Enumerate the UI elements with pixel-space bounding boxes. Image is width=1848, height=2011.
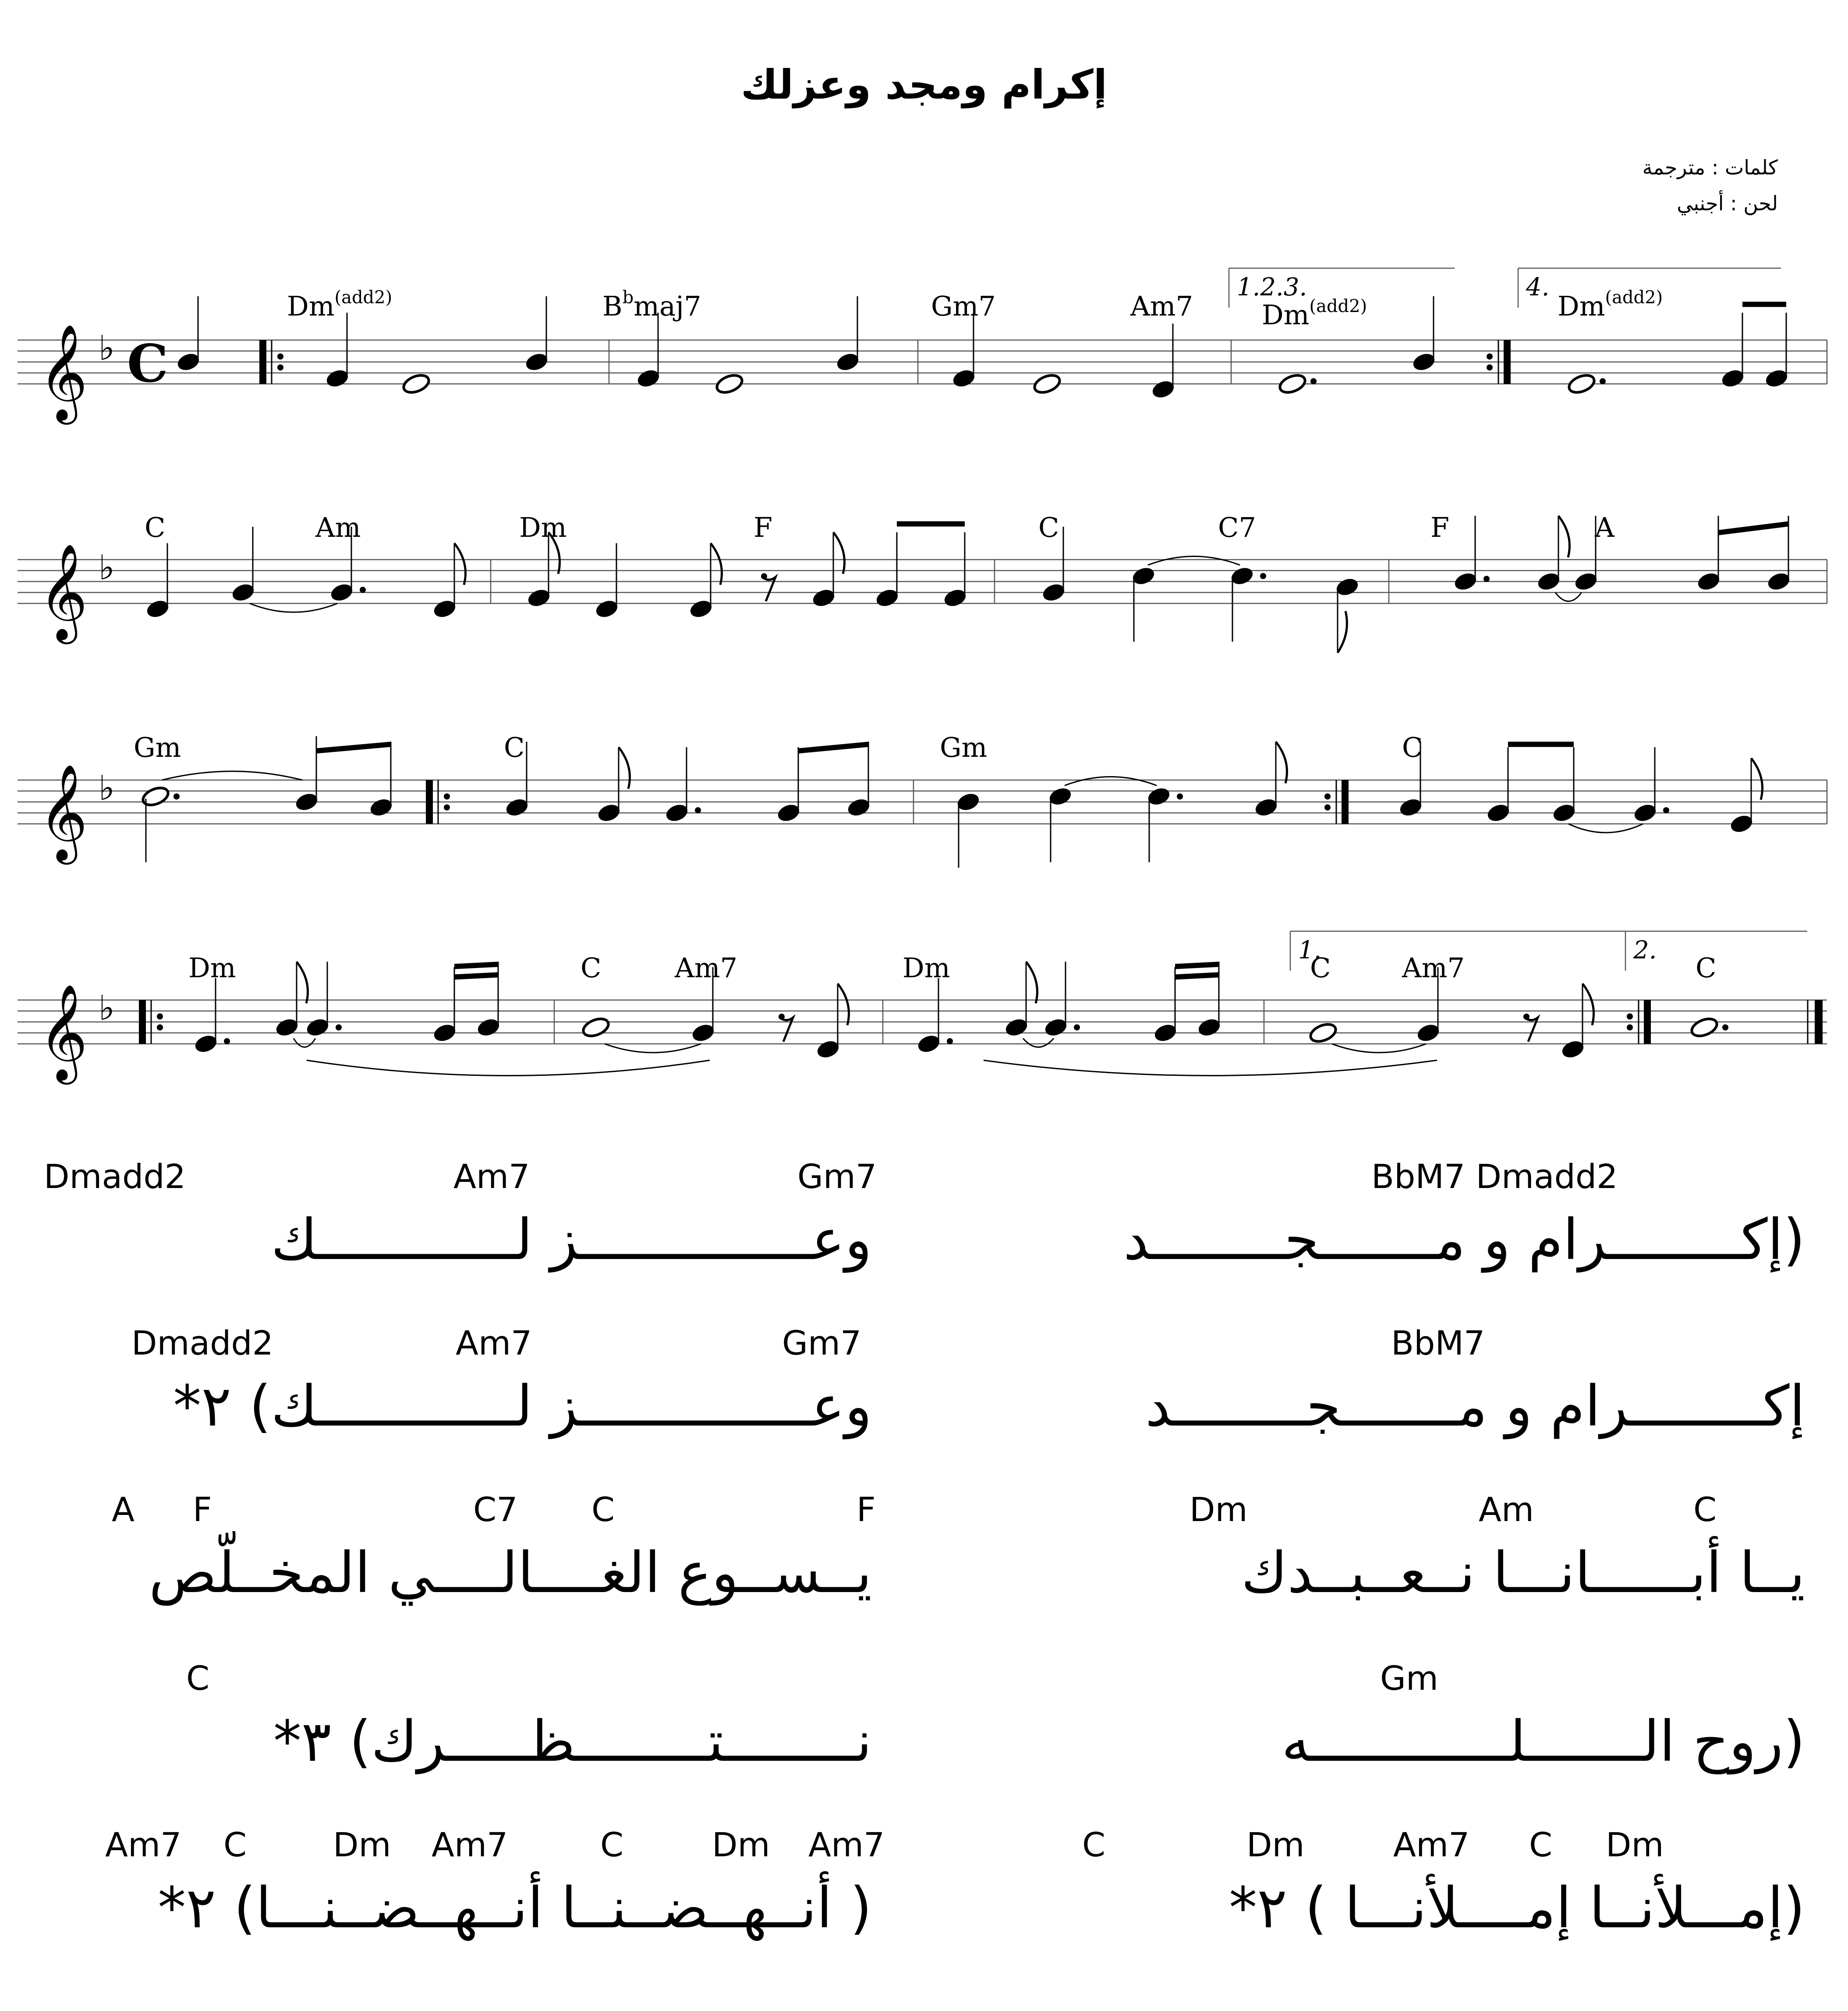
beam xyxy=(1175,962,1219,969)
note-flag xyxy=(1276,742,1287,784)
lyric-chord: F xyxy=(857,1490,876,1529)
augmentation-dot xyxy=(1483,576,1490,582)
lyric-chord: Dmadd2 xyxy=(44,1157,186,1196)
lyric-chord: C xyxy=(1693,1490,1717,1529)
beam xyxy=(1718,521,1788,536)
staff-lines xyxy=(18,340,1827,1044)
chord-symbol: F xyxy=(754,511,773,543)
note-head xyxy=(689,599,713,620)
lyric-chord: C xyxy=(1082,1825,1106,1864)
lyric-chord: C xyxy=(223,1825,247,1864)
note-head xyxy=(1633,802,1657,823)
repeat-dot xyxy=(1627,1014,1633,1020)
chord-symbol: C xyxy=(1402,731,1423,763)
chord-symbol: $Dm^{(add2)}$ xyxy=(1262,296,1367,331)
volta-label: 4. xyxy=(1526,273,1550,301)
time-signature: C xyxy=(127,333,168,394)
augmentation-dot xyxy=(1177,794,1183,800)
note-flag xyxy=(711,543,722,585)
lyric-line-left: ( أنــهــضــنــا أنــهــضــنـــا) ٢* xyxy=(158,1876,872,1941)
repeat-start-thick xyxy=(426,780,433,824)
eighth-rest xyxy=(1525,1018,1538,1042)
chord-symbol: C xyxy=(145,511,166,543)
note-head xyxy=(1197,1017,1221,1038)
note-head xyxy=(1729,813,1754,834)
note-head xyxy=(1567,372,1597,396)
note-head xyxy=(943,588,967,609)
note-head xyxy=(1689,1015,1719,1039)
note-head xyxy=(636,368,661,389)
lyric-chord: Gm7 xyxy=(797,1157,877,1196)
lyric-line-left: وعــــــــــــــز لــــــــــــك xyxy=(271,1207,872,1273)
tie xyxy=(1023,1039,1054,1047)
key-signature-flat: ♭ xyxy=(99,769,115,808)
key-signature-flat: ♭ xyxy=(99,989,115,1028)
note-head xyxy=(1230,566,1254,587)
note-head xyxy=(524,351,549,372)
augmentation-dot xyxy=(1260,573,1266,579)
note-head xyxy=(1416,1022,1441,1043)
augmentation-dot xyxy=(224,1038,230,1044)
chord-symbol: Dm xyxy=(903,952,950,984)
chord-symbol: $B^bmaj7$ xyxy=(602,287,701,322)
repeat-dot xyxy=(157,1014,163,1020)
chord-symbol: C xyxy=(1038,511,1059,543)
note-head xyxy=(595,599,619,620)
note-head xyxy=(176,351,201,372)
repeat-dot xyxy=(444,794,450,800)
note-head xyxy=(1764,368,1789,389)
note-head xyxy=(1412,351,1436,372)
note-head xyxy=(432,1022,457,1043)
key-signature-flat: ♭ xyxy=(99,329,115,368)
note-flag xyxy=(1338,611,1347,653)
note-head xyxy=(294,791,319,812)
lyric-chord: Am7 xyxy=(456,1323,532,1362)
repeat-dot xyxy=(1627,1025,1633,1031)
lyric-chord: F xyxy=(193,1490,212,1529)
tie xyxy=(1568,824,1643,833)
eighth-rest-dot xyxy=(779,1014,785,1020)
note-head xyxy=(1044,1017,1068,1038)
note-head xyxy=(275,1017,299,1038)
lyric-chord: C7 xyxy=(473,1490,518,1529)
note-flag xyxy=(619,747,630,789)
note-head xyxy=(691,1022,715,1043)
chord-symbol: C xyxy=(504,731,525,763)
note-head xyxy=(369,797,393,818)
augmentation-dot xyxy=(695,807,701,813)
volta-label: 1. xyxy=(1298,936,1322,965)
clefs xyxy=(39,323,168,1085)
tie xyxy=(1555,592,1582,601)
note-head xyxy=(835,351,860,372)
chord-symbol: Gm xyxy=(940,731,988,763)
treble-clef: 𝄞 xyxy=(39,983,88,1080)
lyric-chord: C xyxy=(600,1825,624,1864)
note-flag xyxy=(454,543,466,585)
note-head xyxy=(715,372,744,396)
note-head xyxy=(505,797,529,818)
note-head xyxy=(776,802,801,823)
eighth-rest xyxy=(762,577,775,601)
treble-clef: 𝄞 xyxy=(39,323,88,420)
beam xyxy=(798,742,868,754)
note-flag xyxy=(1582,984,1594,1025)
repeat-dot xyxy=(277,354,283,360)
note-head xyxy=(1767,571,1791,592)
lyric-line-right: (إمـــلأنــا إمــــلأنـــا ) ٢* xyxy=(1229,1876,1805,1941)
note-head xyxy=(1574,571,1598,592)
augmentation-dot xyxy=(360,587,366,593)
augmentation-dot xyxy=(1663,807,1669,813)
note-head xyxy=(1004,1017,1029,1038)
lyric-chord: Dmadd2 xyxy=(131,1323,273,1362)
beam xyxy=(454,962,498,969)
note-head xyxy=(1278,372,1307,396)
lyric-line-left: نــــــــتــــــــظـــــرك) ٣* xyxy=(273,1709,872,1774)
chord-symbol: $Dm^{(add2)}$ xyxy=(287,287,393,322)
note-head xyxy=(141,784,170,808)
note-head xyxy=(1048,786,1073,807)
lyric-line-left: وعــــــــــــــز لــــــــــــك) ٢* xyxy=(173,1374,872,1439)
lyric-chord: A xyxy=(112,1490,135,1529)
augmentation-dot xyxy=(1722,1025,1728,1031)
lyric-chord: Am7 xyxy=(453,1157,530,1196)
repeat-dot xyxy=(277,365,283,371)
chord-symbol: Am7 xyxy=(1130,290,1193,322)
tie xyxy=(1332,1044,1426,1053)
lyric-chord: C xyxy=(1529,1825,1553,1864)
chord-symbol: A xyxy=(1595,511,1614,543)
lyric-chord: Dm xyxy=(1246,1825,1305,1864)
repeat-start-thick xyxy=(259,340,266,384)
repeat-end-thick xyxy=(1342,780,1349,824)
chord-symbol: F xyxy=(1430,511,1450,543)
lyric-chord: Dm xyxy=(712,1825,770,1864)
repeat-dot xyxy=(1487,365,1493,371)
song-title: إكرام ومجد وعزلك xyxy=(740,61,1108,108)
note-flag xyxy=(833,532,845,574)
note-head xyxy=(1335,577,1359,598)
chord-symbol: C7 xyxy=(1218,511,1256,543)
chord-symbol: Dm xyxy=(519,511,567,543)
note-head xyxy=(875,588,899,609)
augmentation-dot xyxy=(173,794,180,800)
lyric-chord: Am7 xyxy=(808,1825,885,1864)
note-head xyxy=(1486,802,1511,823)
volta-label: 2. xyxy=(1633,936,1657,965)
note-head xyxy=(1398,797,1423,818)
note-head xyxy=(917,1033,941,1054)
lyric-chord: Dm xyxy=(1606,1825,1664,1864)
tie xyxy=(250,603,337,612)
lyric-chord: Am7 xyxy=(1393,1825,1470,1864)
beam xyxy=(897,521,965,527)
lyric-chord: BbM7 Dmadd2 xyxy=(1371,1157,1618,1196)
note-head xyxy=(1131,566,1156,587)
lyric-chord: Gm7 xyxy=(782,1323,862,1362)
lyric-chord: C xyxy=(591,1490,615,1529)
chord-symbol: C xyxy=(581,952,602,984)
chord-symbol: Gm xyxy=(134,731,181,763)
beam xyxy=(454,972,498,980)
note-head xyxy=(1032,372,1062,396)
augmentation-dot xyxy=(947,1038,953,1044)
tie xyxy=(605,1044,701,1053)
volta-brackets xyxy=(1229,268,1807,971)
lyric-chord: BbM7 xyxy=(1391,1323,1485,1362)
phrase-slur xyxy=(984,1060,1437,1076)
repeat-dot xyxy=(1324,805,1331,811)
chord-symbol: C xyxy=(1310,952,1331,984)
lyric-chord: Am7 xyxy=(432,1825,508,1864)
repeat-end-thick xyxy=(1644,1000,1651,1044)
chord-symbol: Gm7 xyxy=(931,290,996,322)
note-head xyxy=(846,797,871,818)
note-head xyxy=(476,1017,501,1038)
chord-symbol: C xyxy=(1696,952,1717,984)
note-head xyxy=(811,588,836,609)
key-signature-flat: ♭ xyxy=(99,548,115,588)
augmentation-dot xyxy=(336,1025,342,1031)
eighth-rest xyxy=(780,1018,793,1042)
note-flag xyxy=(1026,962,1037,1004)
lyric-chord: C xyxy=(186,1659,210,1698)
eighth-rest-dot xyxy=(761,573,767,579)
lyric-chord: Gm xyxy=(1380,1659,1438,1698)
augmentation-dot xyxy=(1310,378,1317,384)
note-head xyxy=(1153,1022,1178,1043)
tie xyxy=(294,1039,315,1047)
barlines xyxy=(139,340,1827,1044)
treble-clef: 𝄞 xyxy=(39,543,88,640)
note-flag xyxy=(1558,516,1570,557)
beam xyxy=(1508,742,1574,747)
treble-clef: 𝄞 xyxy=(39,763,88,860)
note-head xyxy=(1453,571,1478,592)
note-head xyxy=(581,1015,611,1039)
note-head xyxy=(1041,582,1066,603)
lyric-chord: Dm xyxy=(1190,1490,1248,1529)
note-head xyxy=(952,368,976,389)
notes xyxy=(141,296,1791,1076)
note-head xyxy=(325,368,350,389)
chord-symbol: Am xyxy=(315,511,361,543)
lyric-chord: Am7 xyxy=(105,1825,182,1864)
note-head xyxy=(1721,368,1745,389)
repeat-start-thick xyxy=(139,1000,146,1044)
note-head xyxy=(305,1017,330,1038)
eighth-rest-dot xyxy=(1523,1014,1529,1020)
note-head xyxy=(1308,1021,1338,1045)
tie xyxy=(162,771,302,780)
note-head xyxy=(145,599,170,620)
note-head xyxy=(1536,571,1561,592)
chord-symbol: Dm xyxy=(188,952,236,984)
final-thick xyxy=(1815,1000,1823,1044)
note-head xyxy=(527,588,551,609)
staff-chord-symbols xyxy=(134,287,1716,984)
note-head xyxy=(1561,1039,1585,1060)
note-head xyxy=(816,1039,840,1060)
note-flag xyxy=(1751,758,1763,800)
repeat-dot xyxy=(1324,794,1331,800)
augmentation-dot xyxy=(1074,1025,1080,1031)
note-head xyxy=(597,802,621,823)
note-head xyxy=(194,1033,218,1054)
lyric-chord: Dm xyxy=(333,1825,391,1864)
chord-symbol: Am7 xyxy=(675,952,738,984)
beam xyxy=(1175,972,1219,980)
note-head xyxy=(1696,571,1721,592)
note-head xyxy=(1147,786,1171,807)
repeat-end-thick xyxy=(1504,340,1511,384)
repeat-dot xyxy=(444,805,450,811)
beam xyxy=(1742,302,1786,307)
note-head xyxy=(432,599,457,620)
augmentation-dot xyxy=(1600,378,1606,384)
note-flag xyxy=(838,984,849,1025)
phrase-slur xyxy=(307,1060,710,1076)
repeat-dot xyxy=(1487,354,1493,360)
chord-symbol: $Dm^{(add2)}$ xyxy=(1558,287,1663,322)
chord-symbol: Am7 xyxy=(1402,952,1465,984)
note-head xyxy=(329,582,354,603)
melody-credit: لحن : أجنبي xyxy=(1677,192,1778,215)
lyrics-credit: كلمات : مترجمة xyxy=(1642,156,1778,179)
note-head xyxy=(231,582,255,603)
note-head xyxy=(401,372,431,396)
lyric-line-right: (إكــــــــرام و مـــــــجــــــــد xyxy=(1123,1207,1805,1273)
note-head xyxy=(1254,797,1278,818)
lyric-line-right: (روح الـــــــلــــــــــــه xyxy=(1282,1709,1805,1774)
repeat-dot xyxy=(157,1025,163,1031)
lyric-chord: Am xyxy=(1479,1490,1534,1529)
lyric-line-right: إكــــــــرام و مـــــــجــــــــد xyxy=(1145,1374,1805,1439)
beam xyxy=(316,742,391,754)
note-head xyxy=(1151,379,1175,400)
volta-label: 1.2.3. xyxy=(1237,273,1307,301)
note-head xyxy=(1552,802,1576,823)
tie xyxy=(1148,557,1240,565)
note-head xyxy=(665,802,689,823)
note-flag xyxy=(297,962,308,1004)
note-head xyxy=(956,791,981,812)
lyric-line-right: يــا أبــــــانـــا نــعــبــدك xyxy=(1241,1540,1805,1606)
lyric-line-left: يــســوع الغــــالــــي المخــلّص xyxy=(149,1540,872,1606)
tie xyxy=(1065,777,1157,786)
